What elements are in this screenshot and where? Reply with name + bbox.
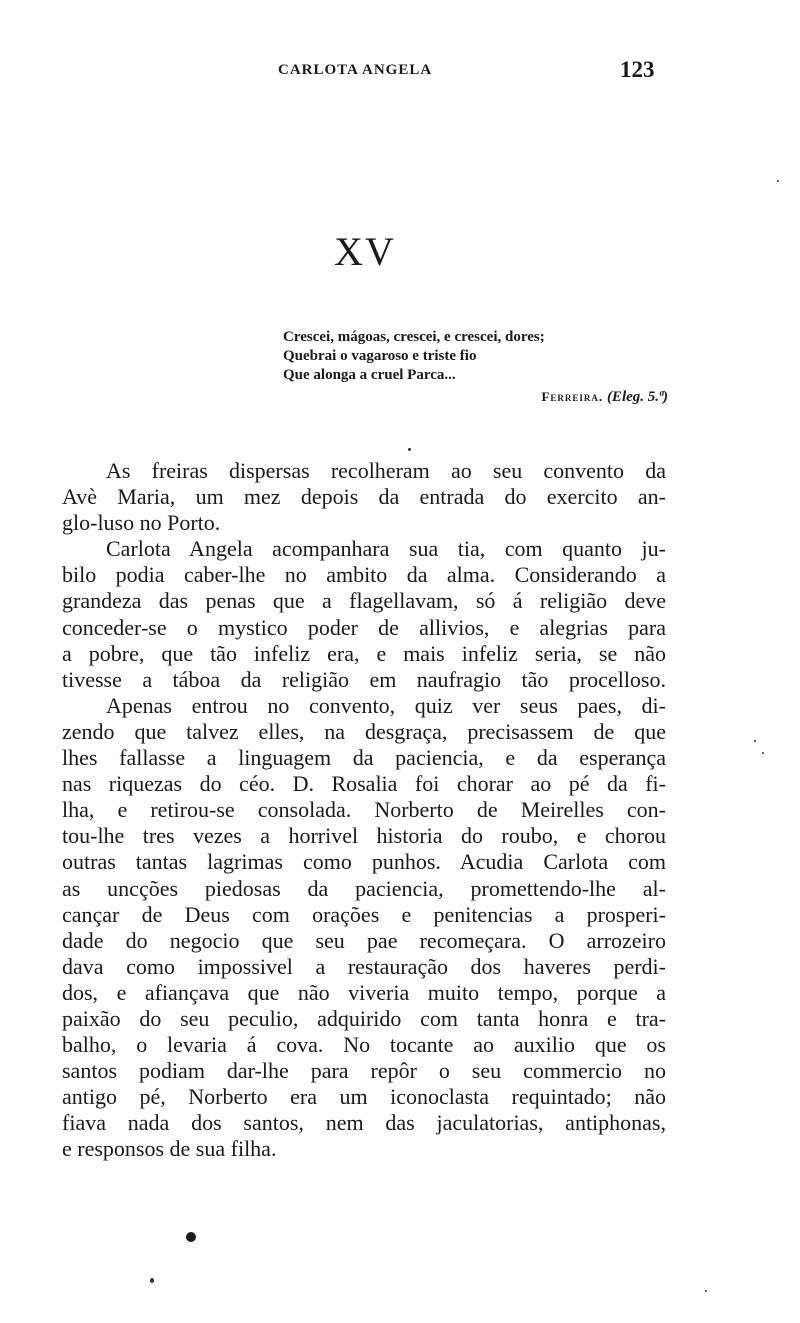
paragraph-line: glo-luso no Porto. — [62, 510, 221, 536]
print-speck — [408, 448, 411, 451]
paragraph-line: paixão do seu peculio, adquirido com tanta honra e tra- — [62, 1005, 666, 1031]
paragraph-line: conceder-se o mystico poder de allivios, e alegrias para — [62, 614, 666, 640]
paragraph-line: lha, e retirou-se consolada. Norberto de Meirelles con- — [62, 797, 666, 823]
running-header-title: CARLOTA ANGELA — [278, 62, 433, 78]
paragraph-line: dos, e afiançava que não viveria muito tempo, porque a — [62, 979, 666, 1005]
paragraph-line: bilo podia caber-lhe no ambito da alma. Considerando a — [62, 562, 666, 588]
paragraph-line: Carlota Angela acompanhara sua tia, com quanto ju- — [106, 536, 666, 562]
epigraph-author: Ferreira. — [541, 389, 604, 404]
printer-mark — [186, 1232, 196, 1242]
paragraph-line: Apenas entrou no convento, quiz ver seus paes, di- — [106, 692, 666, 718]
paragraph-line: balho, o levaria á cova. No tocante ao auxilio que os — [62, 1032, 666, 1058]
paragraph-line: zendo que talvez elles, na desgraça, precisassem de que — [62, 718, 666, 744]
paragraph-line: antigo pé, Norberto era um iconoclasta requintado; não — [62, 1084, 666, 1110]
paragraph-line: dava como impossivel a restauração dos haveres perdi- — [62, 953, 666, 979]
paragraph-line: As freiras dispersas recolheram ao seu convento da — [106, 458, 666, 483]
paragraph-line: cançar de Deus com orações e penitencias a prosperi- — [62, 901, 666, 927]
epigraph-line: Que alonga a cruel Parca... — [283, 367, 456, 383]
print-speck — [150, 1278, 154, 1283]
epigraph-source: (Eleg. 5.ª) — [606, 389, 668, 405]
paragraph-line: dade do negocio que seu pae recomeçara. O arrozeiro — [62, 927, 666, 953]
paragraph-line: tou-lhe tres vezes a horrivel historia do roubo, e chorou — [62, 823, 666, 849]
print-speck — [777, 180, 779, 182]
paragraph-line: grandeza das penas que a flagellavam, só á religião deve — [62, 588, 666, 614]
paragraph-line: lhes fallasse a linguagem da paciencia, e da esperança — [62, 745, 666, 771]
paragraph-line: a pobre, que tão infeliz era, e mais infeliz seria, se não — [62, 640, 666, 666]
epigraph-attribution — [283, 387, 668, 407]
print-speck — [705, 1290, 707, 1292]
body-text — [62, 458, 666, 1163]
chapter-heading: XV — [334, 229, 396, 274]
paragraph-line: tivesse a táboa da religião em naufragio tão procelloso. — [62, 666, 666, 692]
paragraph-line: Avè Maria, um mez depois da entrada do exercito an- — [62, 484, 666, 510]
paragraph-line: outras tantas lagrimas como punhos. Acudia Carlota com — [62, 849, 666, 875]
epigraph-line: Crescei, mágoas, crescei, e crescei, dores; — [283, 329, 545, 345]
epigraph — [283, 328, 668, 407]
paragraph-line: fiava nada dos santos, nem das jaculatorias, antiphonas, — [62, 1110, 666, 1136]
print-speck — [762, 752, 764, 754]
paragraph-line: e responsos de sua filha. — [62, 1136, 277, 1162]
page-number: 123 — [620, 57, 655, 82]
epigraph-line: Quebrai o vagaroso e triste fio — [283, 348, 477, 364]
paragraph-line: santos podiam dar-lhe para repôr o seu commercio no — [62, 1058, 666, 1084]
paragraph-line: nas riquezas do céo. D. Rosalia foi chorar ao pé da fi- — [62, 771, 666, 797]
print-speck — [754, 740, 756, 742]
paragraph-line: as uncções piedosas da paciencia, promettendo-lhe al- — [62, 875, 666, 901]
